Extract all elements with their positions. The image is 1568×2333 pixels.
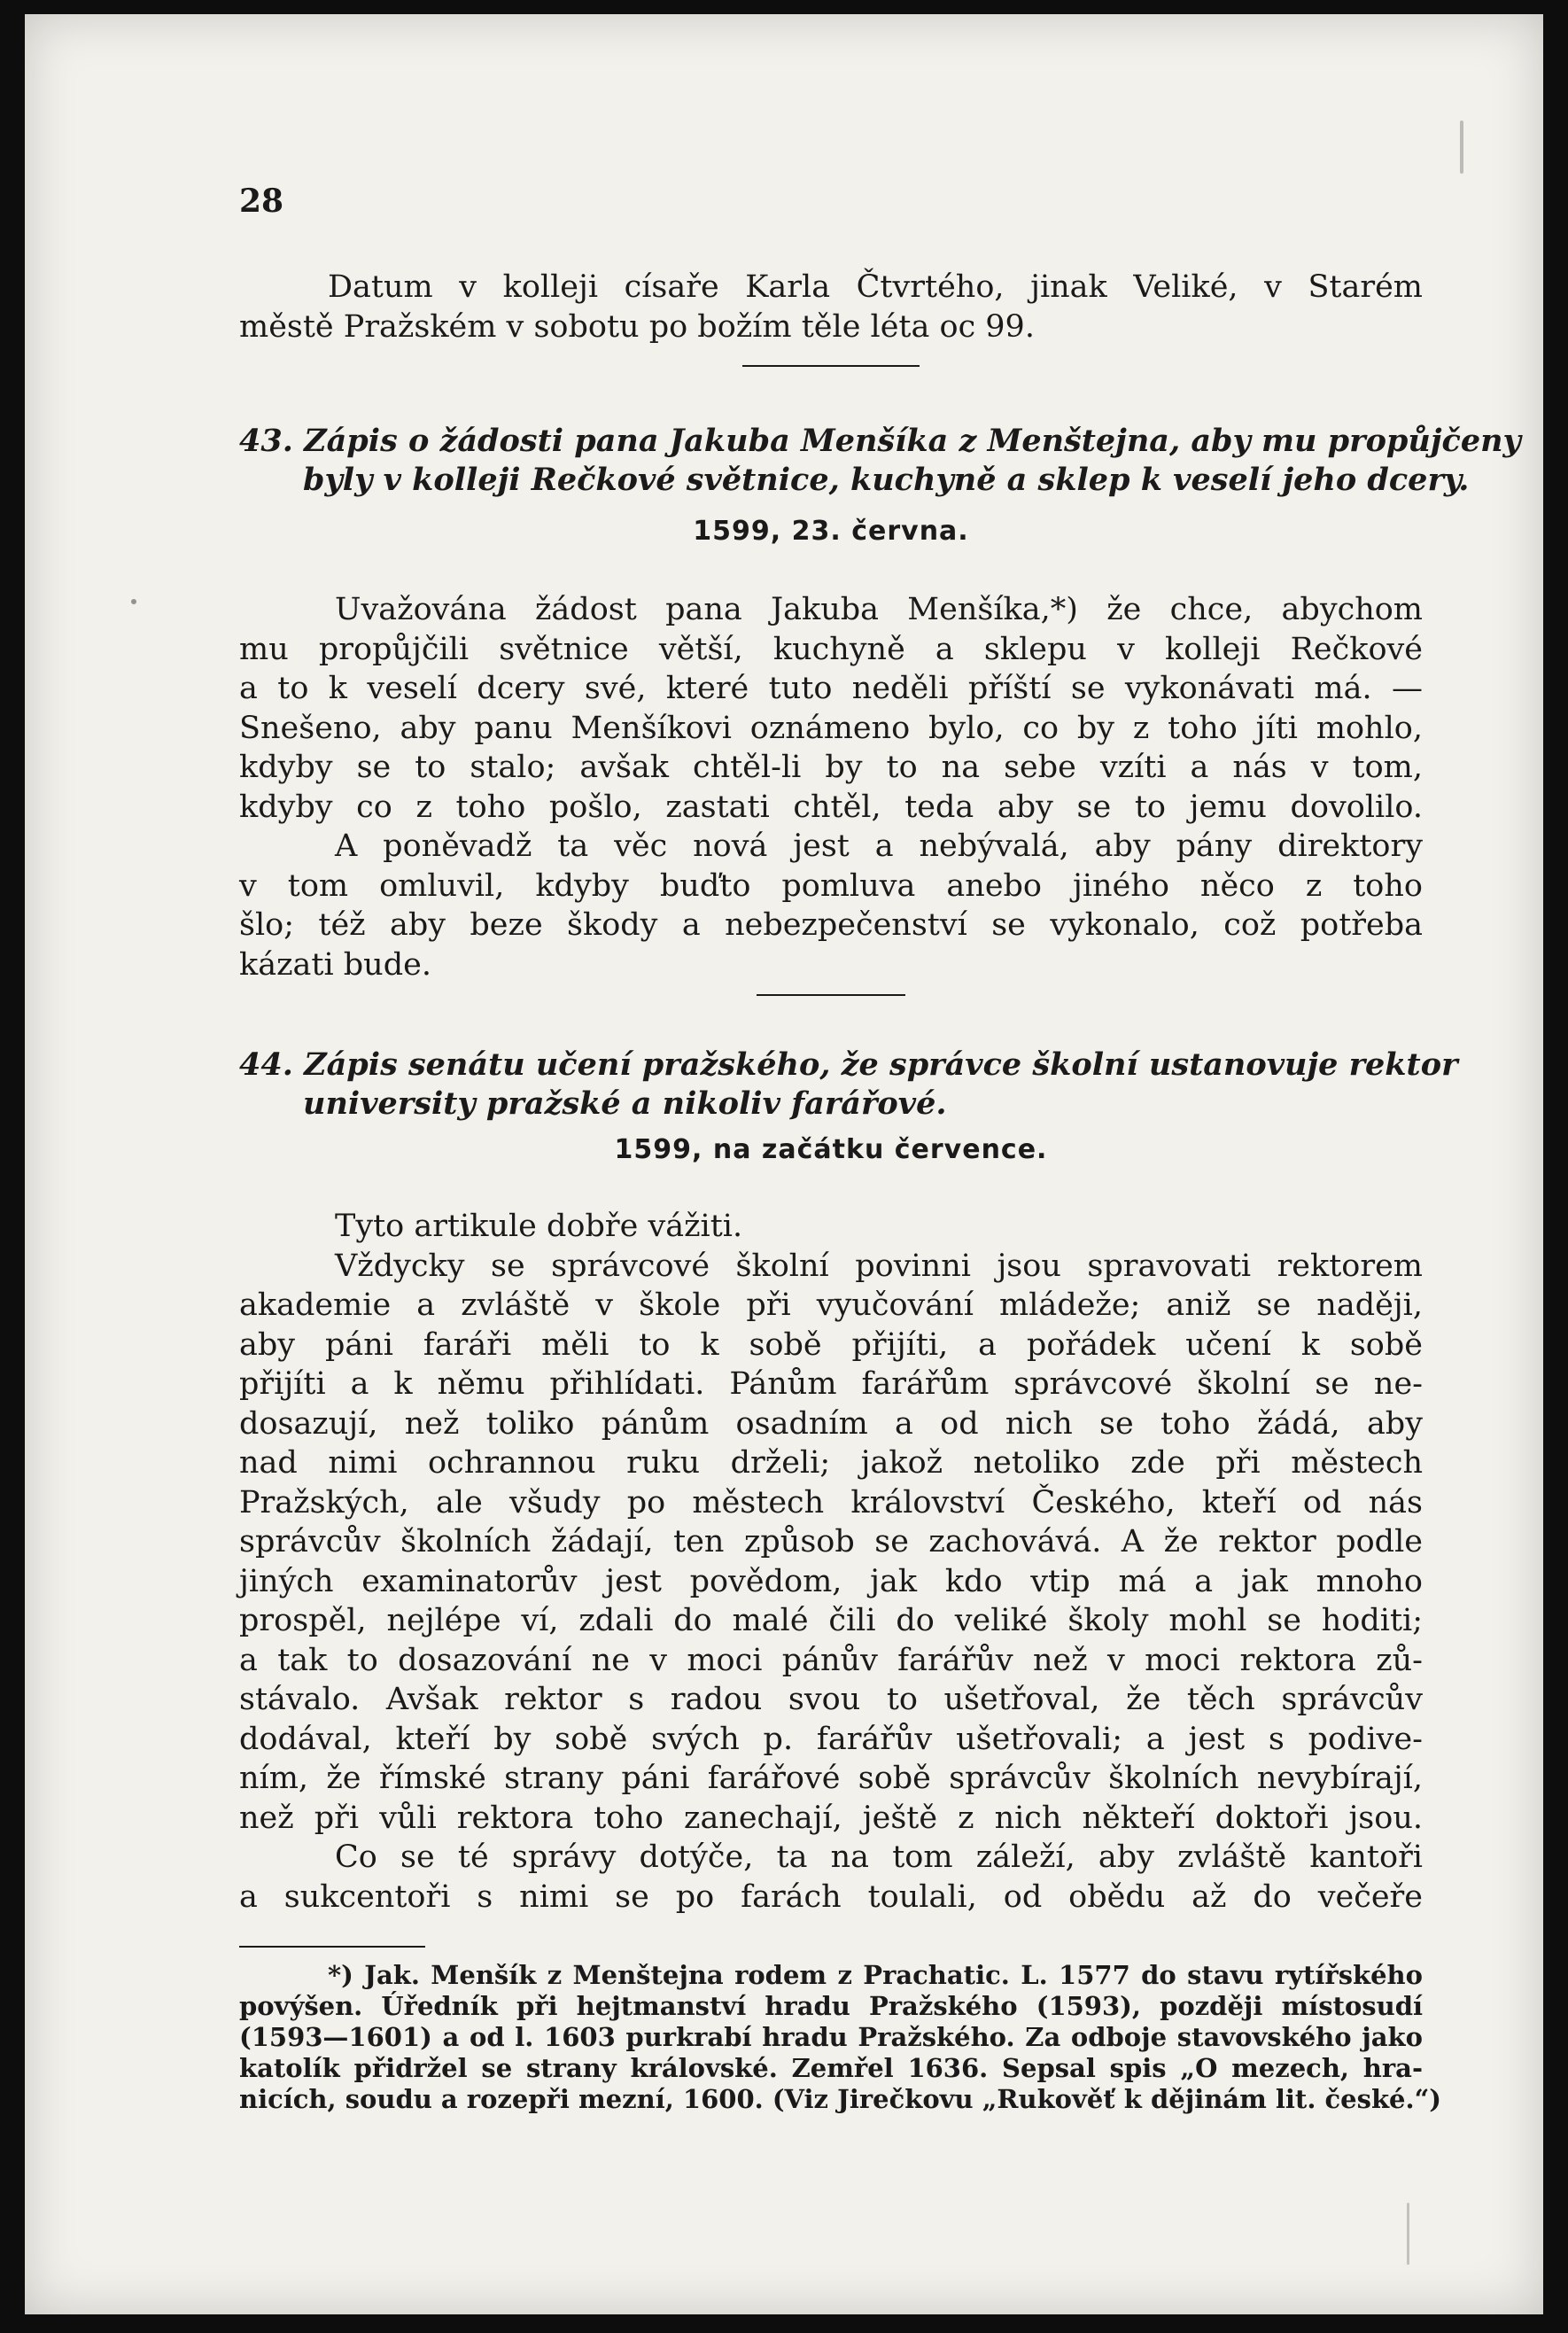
scanned-page xyxy=(25,14,1543,2314)
entry-43-date: 1599, 23. června. xyxy=(693,516,969,547)
entry-44-body xyxy=(239,1207,1423,1917)
text-line: kázati bude. xyxy=(239,946,431,983)
heading-line: university pražské a nikoliv farářové. xyxy=(303,1085,947,1122)
entry-44-date: 1599, na začátku července. xyxy=(614,1134,1048,1165)
entry-43-body xyxy=(239,590,1423,984)
text-line: v tom omluvil, kdyby buďto pomluva anebo jiného něco z toho xyxy=(239,867,1423,904)
text-line: a tak to dosazování ne v moci pánův farářův než v moci rektora zů- xyxy=(239,1642,1423,1678)
text-line: a to k veselí dcery své, které tuto neděli příští se vykonávati má. — xyxy=(239,671,1423,706)
heading-line: 44. Zápis senátu učení pražského, že správce školní ustanovuje rektor xyxy=(239,1046,1458,1083)
text-line: šlo; též aby beze škody a nebezpečenství se vykonalo, což potřeba xyxy=(239,907,1423,943)
text-line: Tyto artikule dobře vážiti. xyxy=(335,1209,743,1244)
text-line: a sukcentoři s nimi se po farách toulali, od obědu až do večeře xyxy=(239,1878,1423,1915)
heading-line: byly v kolleji Rečkové světnice, kuchyně a sklep k veselí jeho dcery. xyxy=(303,462,1470,498)
section-divider xyxy=(757,994,905,996)
text-line: městě Pražském v sobotu po božím těle léta oc 99. xyxy=(239,308,1035,345)
footnote-line: (1593—1601) a od l. 1603 purkrabí hradu Pražského. Za odboje stavovského jako xyxy=(239,2022,1423,2052)
text-line: dosazují, než toliko pánům osadním a od nich se toho žádá, aby xyxy=(239,1405,1423,1442)
text-line: než při vůli rektora toho zanechají, ještě z nich někteří doktoři jsou. xyxy=(239,1800,1423,1836)
heading-line: 43. Zápis o žádosti pana Jakuba Menšíka z Menštejna, aby mu propůjčeny xyxy=(239,423,1521,459)
footnote-line: nicích, soudu a rozepři mezní, 1600. (Viz Jirečkovu „Rukověť k dějinám lit. české.“) xyxy=(239,2084,1441,2114)
text-line: Snešeno, aby panu Menšíkovi oznámeno bylo, co by z toho jíti mohlo, xyxy=(239,710,1423,746)
footnote-line: povýšen. Úředník při hejtmanství hradu Pražského (1593), později místosudí xyxy=(239,1991,1423,2021)
text-line: ním, že římské strany páni farářové sobě správcův školních nevybírají, xyxy=(239,1761,1423,1796)
text-line: jiných examinatorův jest povědom, jak kdo vtip má a jak mnoho xyxy=(239,1563,1423,1599)
text-line: akademie a zvláště v škole při vyučování mládeže; aniž se naději, xyxy=(239,1287,1423,1323)
text-line: prospěl, nejlépe ví, zdali do malé čili do veliké školy mohl se hoditi; xyxy=(239,1603,1423,1638)
footnote-line: *) Jak. Menšík z Menštejna rodem z Prachatic. L. 1577 do stavu rytířského xyxy=(328,1960,1423,1990)
text-line: aby páni faráři měli to k sobě přijíti, a pořádek učení k sobě xyxy=(239,1326,1423,1363)
text-line: dodával, kteří by sobě svých p. farářův ušetřovali; a jest s podive- xyxy=(239,1721,1423,1757)
text-line: Uvažována žádost pana Jakuba Menšíka,*) že chce, abychom xyxy=(335,592,1423,627)
text-line: kdyby co z toho pošlo, zastati chtěl, teda aby se to jemu dovolilo. xyxy=(239,789,1423,825)
text-line: Vždycky se správcové školní povinni jsou spravovati rektorem xyxy=(335,1248,1423,1284)
text-line: kdyby se to stalo; avšak chtěl-li by to na sebe vzíti a nás v tom, xyxy=(239,750,1423,785)
section-divider xyxy=(742,365,920,367)
closing-date-paragraph xyxy=(239,268,1423,346)
scan-speck xyxy=(131,599,136,604)
text-line: správcův školních žádají, ten způsob se zachovává. A že rektor podle xyxy=(239,1524,1423,1559)
entry-44-heading xyxy=(239,1046,1458,1124)
footnote-divider xyxy=(239,1946,425,1948)
scan-mark xyxy=(1460,121,1463,174)
text-line: A poněvadž ta věc nová jest a nebývalá, aby pány direktory xyxy=(335,828,1423,864)
entry-43-heading xyxy=(239,422,1521,500)
text-line: mu propůjčili světnice větší, kuchyně a sklepu v kolleji Rečkové xyxy=(239,631,1423,667)
footnote xyxy=(239,1960,1441,2115)
page-number: 28 xyxy=(239,183,284,220)
text-line: přijíti a k němu přihlídati. Pánům farářům správcové školní se ne- xyxy=(239,1366,1423,1402)
text-line: Co se té správy dotýče, ta na tom záleží, aby zvláště kantoři xyxy=(335,1839,1423,1875)
text-line: nad nimi ochrannou ruku drželi; jakož netoliko zde při městech xyxy=(239,1445,1423,1481)
text-line: stávalo. Avšak rektor s radou svou to ušetřoval, že těch správcův xyxy=(239,1682,1423,1717)
text-line: Pražských, ale všudy po městech království Českého, kteří od nás xyxy=(239,1484,1423,1520)
footnote-line: katolík přidržel se strany královské. Zemřel 1636. Sepsal spis „O mezech, hra- xyxy=(239,2053,1423,2083)
scan-mark xyxy=(1407,2203,1409,2265)
text-line: Datum v kolleji císaře Karla Čtvrtého, jinak Veliké, v Starém xyxy=(328,269,1423,305)
